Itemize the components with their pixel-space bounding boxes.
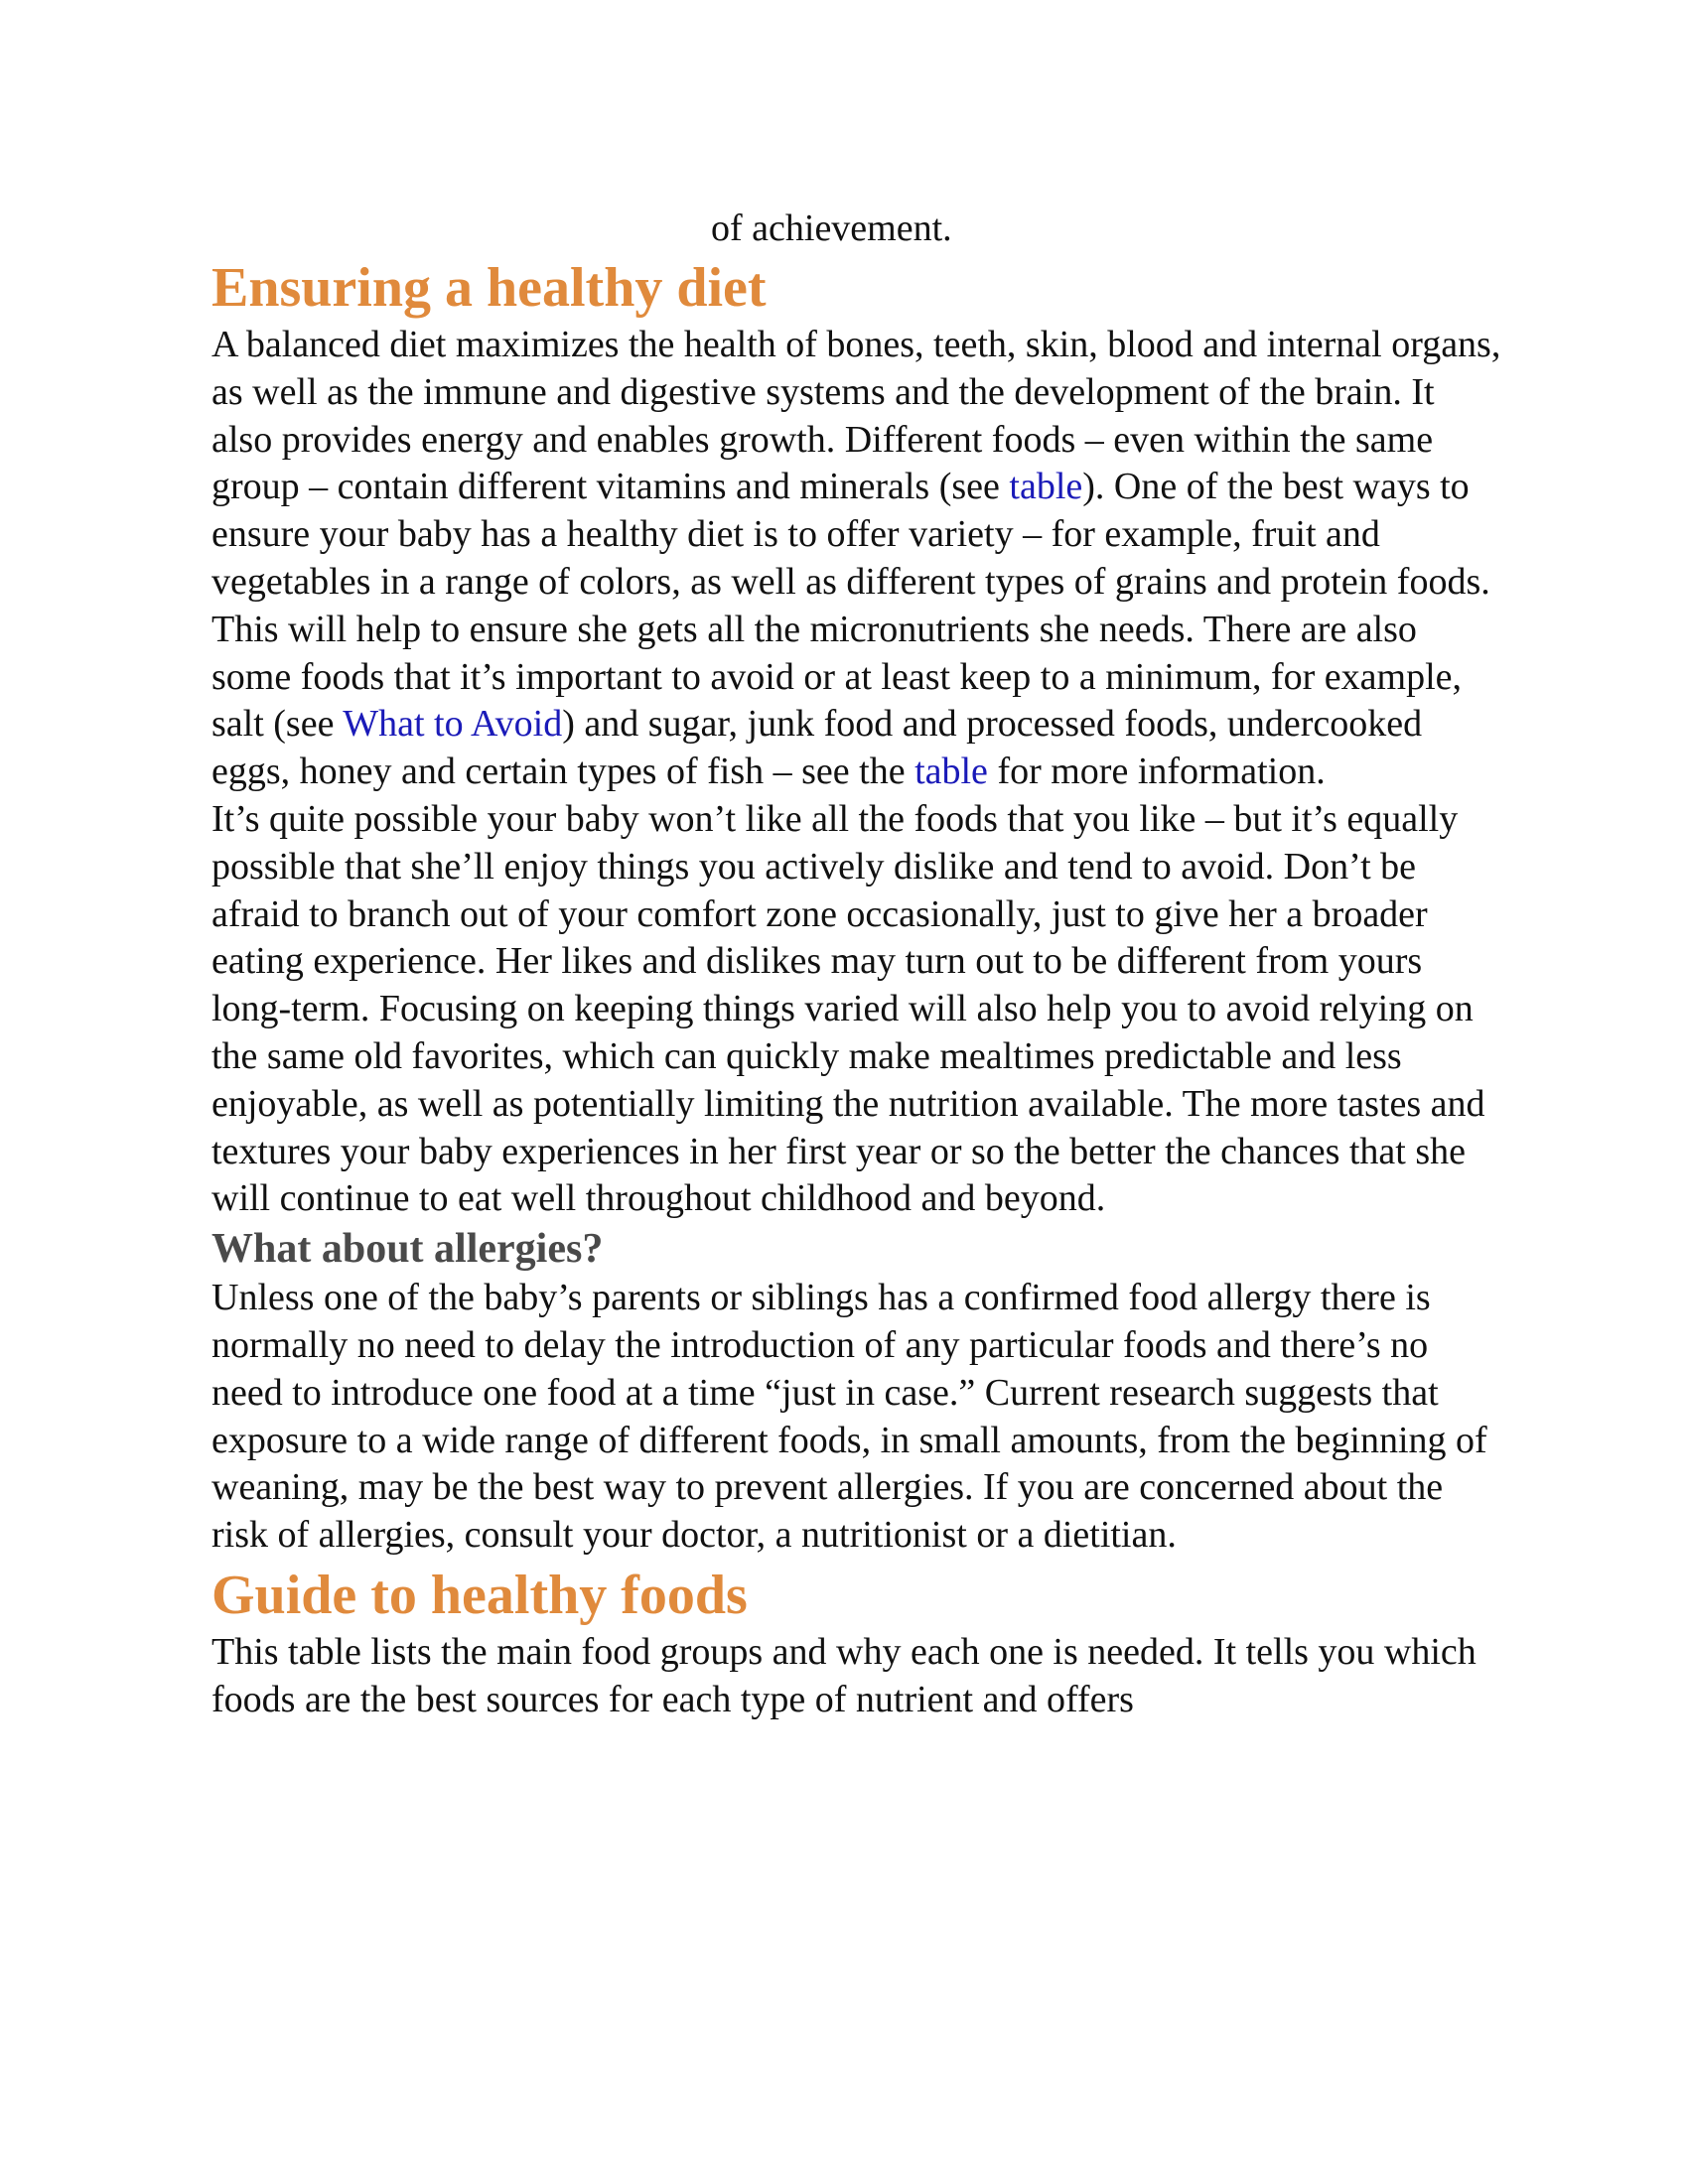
what-to-avoid-link[interactable]: What to Avoid — [343, 703, 563, 746]
paragraph-baby-preferences: It’s quite possible your baby won’t like all the foods that you like – but it’s equally possible that she’ll enjoy things you actively dislike and tend to avoid. Don’t be afraid to branch out of your comfort zone occasionally, just to give her a broader eating experience. Her likes and dislikes may turn out to be different from yours long-term. Focusing on keeping things varied will also help you to avoid relying on the same old favorites, which can quickly make mealtimes predictable and less enjoyable, as well as potentially limiting the nutrition available. The more tastes and textures your baby experiences in her first year or so the better the chances that she will continue to eat well throughout childhood and beyond. — [211, 797, 1485, 1220]
paragraph-table-intro: This table lists the main food groups and why each one is needed. It tells you which foods are the best sources for each type of nutrient and offers — [211, 1630, 1477, 1720]
paragraph-balanced-diet — [211, 322, 1502, 796]
paragraph-text: for more information. — [987, 751, 1326, 793]
heading-guide-to-healthy-foods: Guide to healthy foods — [211, 1564, 748, 1626]
document-page — [211, 205, 1502, 1724]
paragraph-text: A balanced diet maximizes the health of bones, teeth, skin, blood and internal organs, as well as the immune and digestive systems and the development of the brain. It also provides energy and enables growth. Different foods – even within the same group – contain different vitamins and minerals (see — [211, 324, 1501, 508]
table-link[interactable]: table — [914, 751, 988, 793]
continued-text: of achievement. — [711, 207, 952, 249]
heading-ensuring-healthy-diet: Ensuring a healthy diet — [211, 257, 767, 319]
paragraph-text: ) and sugar, junk food and processed foods, undercooked eggs, honey and certain types of fish – see the — [211, 703, 1423, 793]
paragraph-allergies: Unless one of the baby’s parents or siblings has a confirmed food allergy there is normally no need to delay the introduction of any particular foods and there’s no need to introduce one food at a time “just in case.” Current research suggests that exposure to a wide range of different foods, in small amounts, from the beginning of weaning, may be the best way to prevent allergies. If you are concerned about the risk of allergies, consult your doctor, a nutritionist or a dietitian. — [211, 1277, 1487, 1557]
heading-what-about-allergies: What about allergies? — [211, 1226, 604, 1273]
table-link[interactable]: table — [1009, 466, 1083, 508]
paragraph-text: ). One of the best ways to ensure your baby has a healthy diet is to offer variety – for example, fruit and vegetables in a range of colors, as well as different types of grains and protein foods. This will help to ensure she gets all the micronutrients she needs. There are also some foods that it’s important to avoid or at least keep to a minimum, for example, salt (see — [211, 466, 1490, 746]
